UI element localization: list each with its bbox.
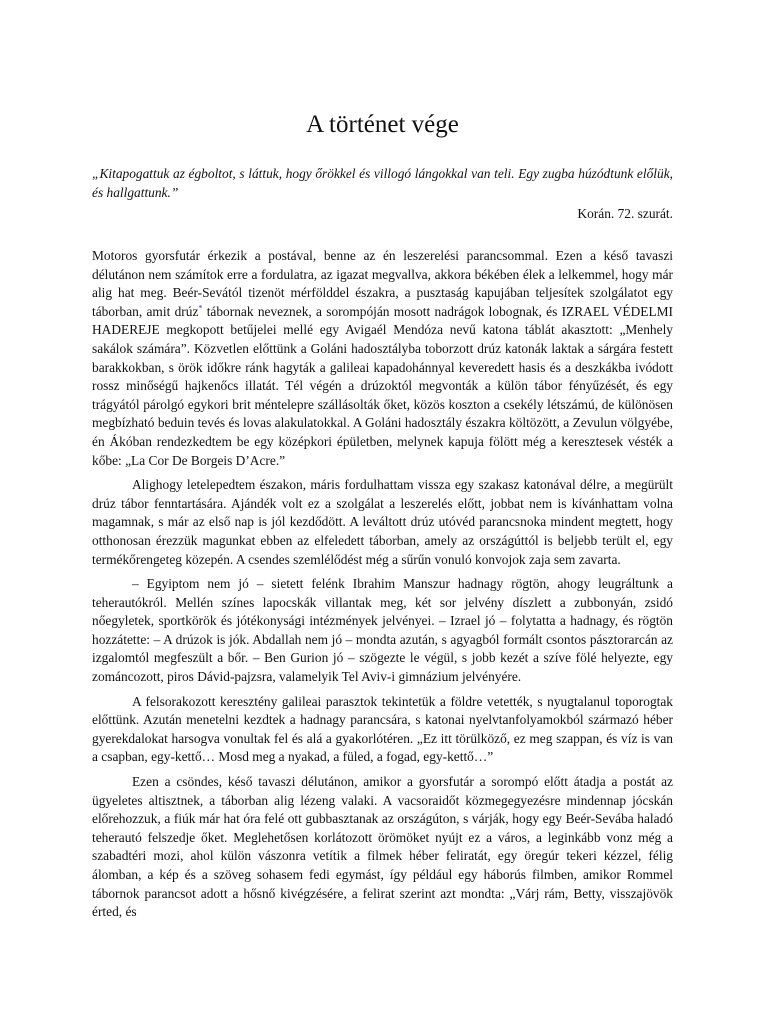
paragraph-1-part-1: Motoros gyorsfutár érkezik a postával, benne az én leszerelési parancsommal. Ezen a késő tavaszi délutánon nem számítok erre a fordulatra, az igazat megvallva, akkora békében élek a lelkemmel, hogy már alig hat meg. Beér-Sevától tizenöt mérfölddel északra, a pusztaság kapujában teljesítek szolgálatot egy táborban, amit drúz <box>92 248 673 319</box>
epigraph-source: Korán. 72. szurát. <box>577 206 673 221</box>
page-title: A történet vége <box>306 111 459 138</box>
epigraph-text: „Kitapogattuk az égboltot, s láttuk, hogy őrökkel és villogó lángokkal van teli. Egy zugba húzódtunk előlük, és hallgattunk.” <box>92 166 673 200</box>
paragraph-1-part-2: tábornak neveznek, a sorompóján mosott nadrágok lobognak, és IZRAEL VÉDELMI HADEREJE megkopott betűjelei mellé egy Avigaél Mendóza nevű katona táblát akasztott: „Menhely sakálok számára”. Közvetlen előttünk a Goláni hadosztályba toborzott drúz katonák laktak a sárgára festett barakkokban, s örök időkre ránk hagyták a galileai kapadohánnyal keveredett hasis és a deszkákba ivódott rossz minőségű hajkenőcs illatát. Tél végén a drúzoktól megvonták a külön tábor fényűzését, és egy trágyától párolgó egykori brit méntelepre szállásolták őket, közös koszton a csekély létszámú, de különösen megbízható beduin tevés és lovas alakulatokkal. A Goláni hadosztály északra költözött, a Zevulun völgyébe, én Ákóban rendezkedtem be egy középkori épületben, melynek kapuja fölött még a keresztesek vésték a kőbe: „La Cor De Borgeis D’Acre.” <box>92 303 674 468</box>
paragraph-1 <box>92 247 673 470</box>
document-page <box>92 110 673 928</box>
paragraph-4: A felsorakozott keresztény galileai parasztok tekintetük a földre vetették, s nyugtalanul toporogtak előttünk. Azután menetelni kezdtek a hadnagy parancsára, s katonai nyelvtanfolyamokból származó héber gyerekdalokat harsogva vonultak fel és alá a gyakorlótéren. „Ez itt törülköző, ez meg szappan, és víz is van a csapban, egy-kettő… Mosd meg a nyakad, a füled, a fogad, egy-kettő…” <box>92 693 673 765</box>
paragraph-2: Alighogy letelepedtem északon, máris fordulhattam vissza egy szakasz katonával délre, a megürült drúz tábor fenntartására. Ajándék volt ez a szolgálat a leszerelés előtt, jobbat nem is kívánhattam volna magamnak, s már az első nap is jól kezdődött. A leváltott drúz utóvéd parancsnoka mindent megtett, hogy otthonosan érezzük magunkat ebben az elfeledett táborban, amely az országúttól is beljebb terült el, egy termékőrengeteg közepén. A csendes szemlélődést még a sűrűn vonuló konvojok zaja sem zavarta. <box>92 477 673 567</box>
paragraph-3: – Egyiptom nem jó – sietett felénk Ibrahim Manszur hadnagy rögtön, ahogy leugráltunk a teherautókról. Mellén színes lapocskák villantak meg, két sor jelvény díszlett a zubbonyán, zsidó nőegyletek, sportkörök és jótékonysági intézmények jelvényei. – Izrael jó – folytatta a hadnagy, és rögtön hozzátette: – A drúzok is jók. Abdallah nem jó – mondta azután, s agyagból formált csontos pásztorarcán az izgalomtól megfeszült a bőr. – Ben Gurion jó – szögezte le végül, s jobb kezét a szíve fölé helyezte, egy zománcozott, piros Dávid-pajzsra, valamelyik Tel Aviv-i gimnázium jelvényére. <box>92 576 673 685</box>
footnote-marker[interactable]: * <box>198 303 203 313</box>
paragraph-5: Ezen a csöndes, késő tavaszi délutánon, amikor a gyorsfutár a sorompó előtt átadja a postát az ügyeletes altisztnek, a táborban alig lézeng valaki. A vacsoraidőt közmegegyezésre mindennap jócskán előrehozzuk, a fiúk már hat óra felé ott gubbasztanak az országúton, s várják, hogy egy Beér-Sevába haladó teherautó felszedje őket. Meglehetősen korlátozott örömöket nyújt ez a város, a leginkább vonz még a szabadtéri mozi, ahol külön vászonra vetítik a filmek héber feliratát, egy öregúr tekeri kézzel, félig álomban, a kép és a szöveg sohasem fedi egymást, így például egy háborús filmben, amikor Rommel tábornok parancsot adott a hősnő kivégzésére, a felirat szerint azt mondta: „Várj rám, Betty, visszajövök érted, és <box>92 774 673 920</box>
